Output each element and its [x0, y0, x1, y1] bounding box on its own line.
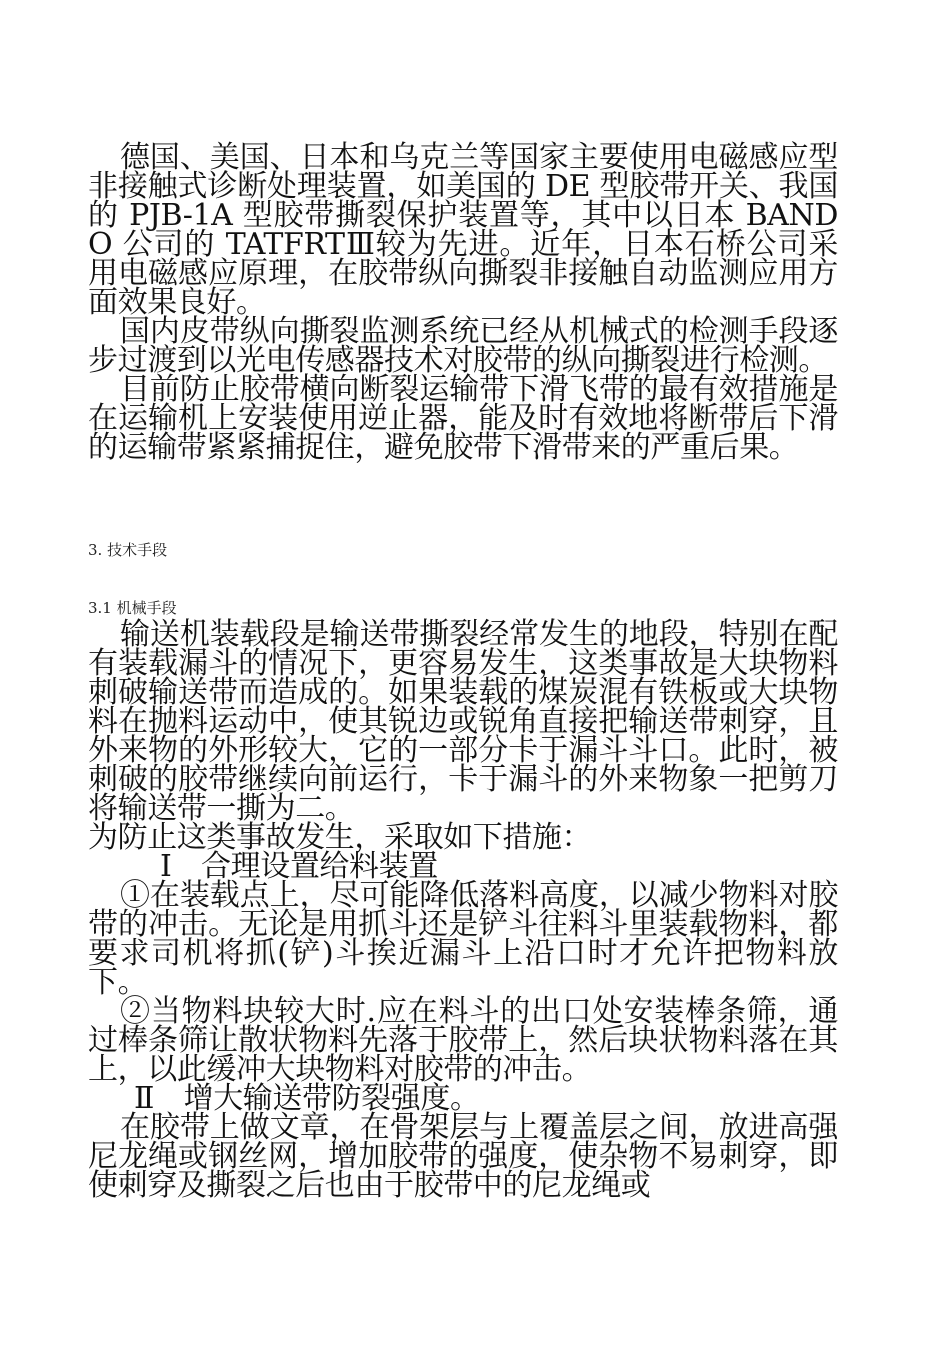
intro-block — [88, 140, 838, 465]
item1-title: Ⅰ 合理设置给料装置 — [160, 849, 438, 884]
item1-point2: ②当物料块较大时.应在料斗的出口处安装棒条筛，通过棒条筛让散状物料先落于胶带上，然后块状物料落在其上，以此缓冲大块物料对胶带的冲击。 — [88, 994, 838, 1087]
mechanical-block — [88, 617, 838, 1203]
paragraph-backstop: 目前防止胶带横向断裂运输带下滑飞带的最有效措施是在运输机上安装使用逆止器，能及时有效地将断带后下滑的运输带紧紧捕捉住，避免胶带下滑带来的严重后果。 — [88, 372, 838, 465]
paragraph-domestic-systems: 国内皮带纵向撕裂监测系统已经从机械式的检测手段逐步过渡到以光电传感器技术对胶带的纵向撕裂进行检测。 — [88, 314, 838, 378]
subsection-heading: 3.1 机械手段 — [88, 599, 177, 617]
paragraph-reinforcement: 在胶带上做文章，在骨架层与上覆盖层之间，放进高强尼龙绳或钢丝网，增加胶带的强度，使杂物不易刺穿，即使刺穿及撕裂之后也由于胶带中的尼龙绳或 — [88, 1110, 838, 1203]
section-heading: 3. 技术手段 — [88, 541, 168, 559]
measures-intro: 为防止这类事故发生，采取如下措施： — [88, 820, 592, 855]
item2-title: Ⅱ 增大输送带防裂强度。 — [134, 1081, 480, 1116]
item1-point1: ①在装载点上，尽可能降低落料高度，以减少物料对胶带的冲击。无论是用抓斗还是铲斗往料斗里装载物料，都要求司机将抓(铲)斗挨近漏斗上沿口时才允许把物料放下。 — [88, 878, 838, 1000]
paragraph-foreign-systems: 德国、美国、日本和乌克兰等国家主要使用电磁感应型非接触式诊断处理装置，如美国的 DE 型胶带开关、我国的 PJB-1A 型胶带撕裂保护装置等，其中以日本 BANDO 公司的 TATFRTⅢ较为先进。近年，日本石桥公司采用电磁感应原理，在胶带纵向撕裂非接触自动监测应用方面效果良好。 — [88, 140, 838, 320]
paragraph-mechanical: 输送机装载段是输送带撕裂经常发生的地段，特别在配有装载漏斗的情况下，更容易发生，这类事故是大块物料刺破输送带而造成的。如果装载的煤炭混有铁板或大块物料在抛料运动中，使其锐边或锐角直接把输送带刺穿，且外来物的外形较大，它的一部分卡于漏斗斗口。此时，被刺破的胶带继续向前运行，卡于漏斗的外来物象一把剪刀将输送带一撕为二。 — [88, 617, 838, 826]
